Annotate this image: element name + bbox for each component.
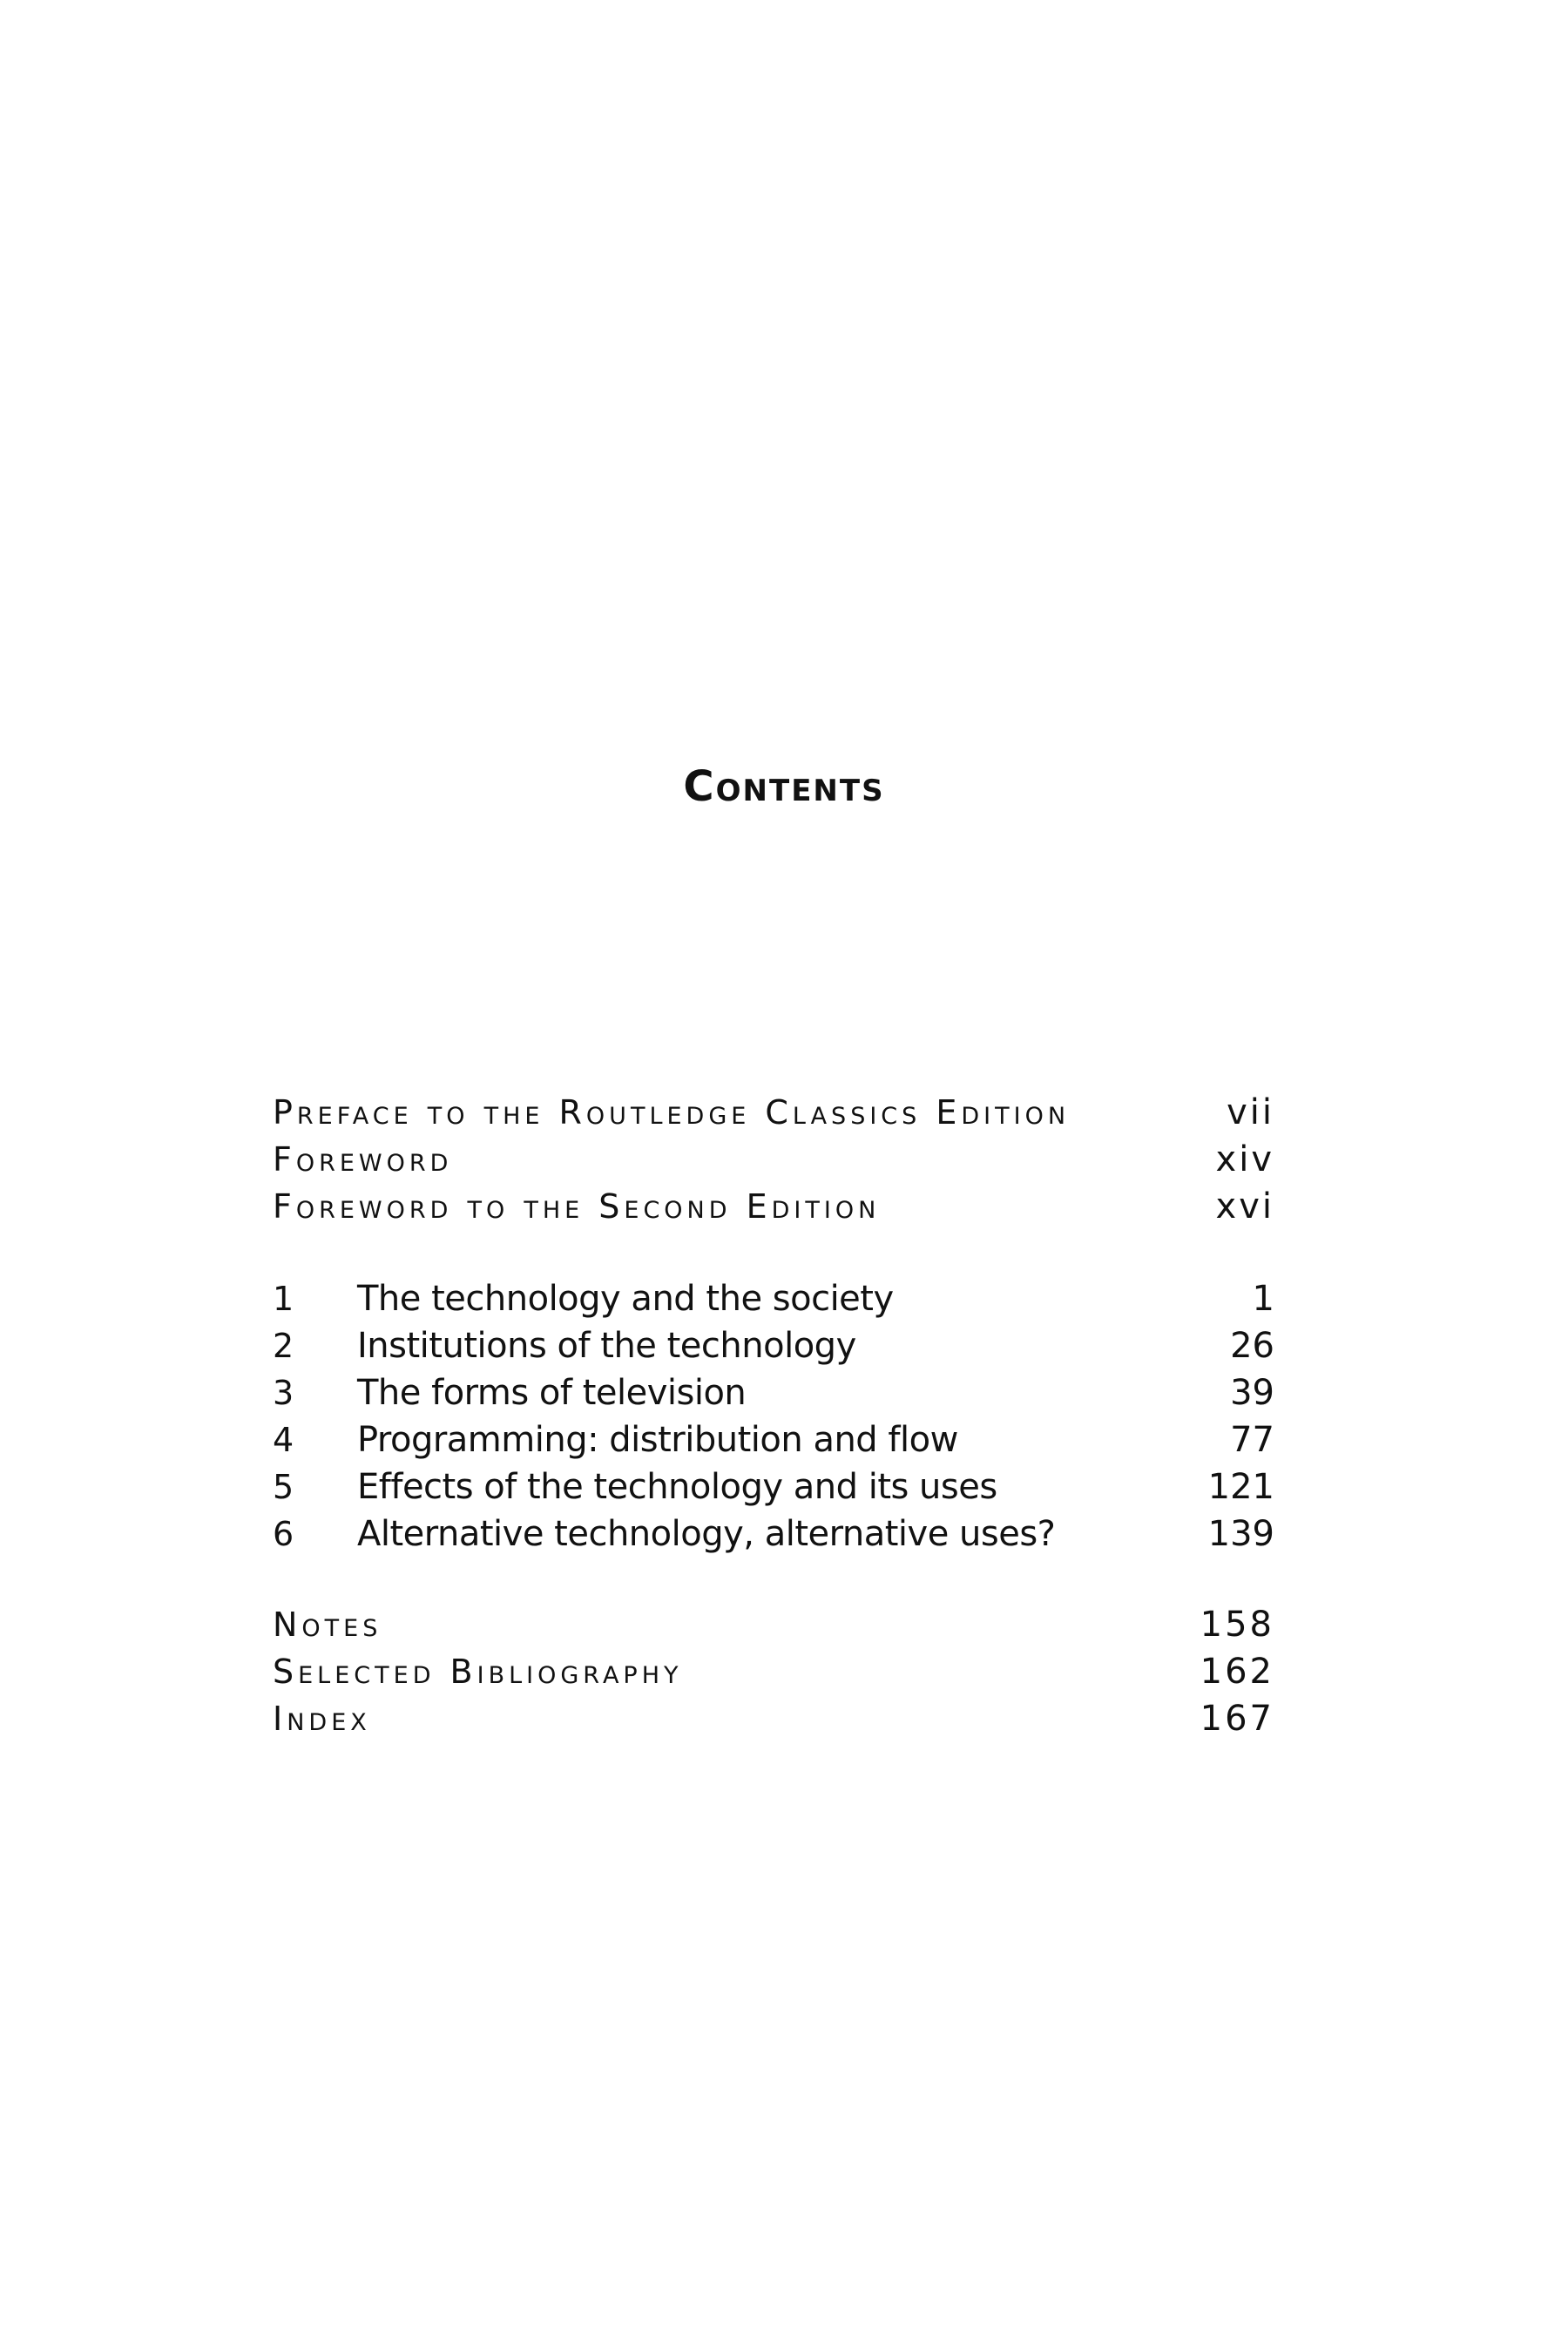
page-title: Contents (683, 762, 885, 811)
toc-entry-foreword[interactable] (273, 1136, 1274, 1183)
chapter-title: The forms of television (357, 1373, 747, 1413)
toc-entry-label: Foreword to the Second Edition (273, 1187, 881, 1226)
toc-entry-label: Selected Bibliography (273, 1652, 683, 1691)
chapter-list (273, 1275, 1274, 1558)
toc-entry-label: Notes (273, 1605, 382, 1644)
toc-chapter-5[interactable] (273, 1463, 1274, 1511)
back-matter-list (273, 1601, 1274, 1742)
toc-entry-page: 162 (1200, 1652, 1274, 1692)
chapter-page: 121 (1207, 1467, 1274, 1507)
toc-entry-bibliography[interactable] (273, 1648, 1274, 1695)
chapter-page: 1 (1252, 1279, 1274, 1319)
chapter-title: Programming: distribution and flow (357, 1420, 958, 1460)
toc-entry-label: Preface to the Routledge Classics Edition (273, 1093, 1071, 1132)
chapter-page: 39 (1230, 1373, 1274, 1413)
chapter-number: 3 (273, 1374, 294, 1412)
toc-entry-label: Foreword (273, 1140, 453, 1179)
chapter-title: Institutions of the technology (357, 1326, 856, 1366)
toc-entry-label: Index (273, 1700, 371, 1738)
chapter-number: 2 (273, 1327, 294, 1365)
chapter-number: 6 (273, 1515, 294, 1553)
front-matter-list (273, 1089, 1274, 1230)
chapter-title: The technology and the society (357, 1279, 894, 1319)
chapter-title: Effects of the technology and its uses (357, 1467, 997, 1507)
toc-entry-foreword-second-edition[interactable] (273, 1183, 1274, 1230)
chapter-page: 139 (1207, 1514, 1274, 1554)
toc-chapter-1[interactable] (273, 1275, 1274, 1322)
chapter-title: Alternative technology, alternative uses? (357, 1514, 1056, 1554)
toc-chapter-4[interactable] (273, 1416, 1274, 1463)
toc-entry-page: vii (1227, 1092, 1274, 1132)
toc-entry-notes[interactable] (273, 1601, 1274, 1648)
chapter-page: 77 (1230, 1420, 1274, 1460)
toc-entry-index[interactable] (273, 1695, 1274, 1742)
toc-chapter-2[interactable] (273, 1322, 1274, 1369)
toc-entry-page: xvi (1215, 1186, 1274, 1227)
chapter-number: 4 (273, 1421, 294, 1459)
chapter-number: 1 (273, 1280, 294, 1318)
toc-entry-page: xiv (1215, 1139, 1274, 1179)
toc-entry-page: 167 (1200, 1699, 1274, 1739)
toc-chapter-3[interactable] (273, 1369, 1274, 1416)
toc-entry-page: 158 (1200, 1605, 1274, 1645)
chapter-number: 5 (273, 1468, 294, 1506)
toc-chapter-6[interactable] (273, 1511, 1274, 1558)
chapter-page: 26 (1230, 1326, 1274, 1366)
toc-entry-preface[interactable] (273, 1089, 1274, 1136)
